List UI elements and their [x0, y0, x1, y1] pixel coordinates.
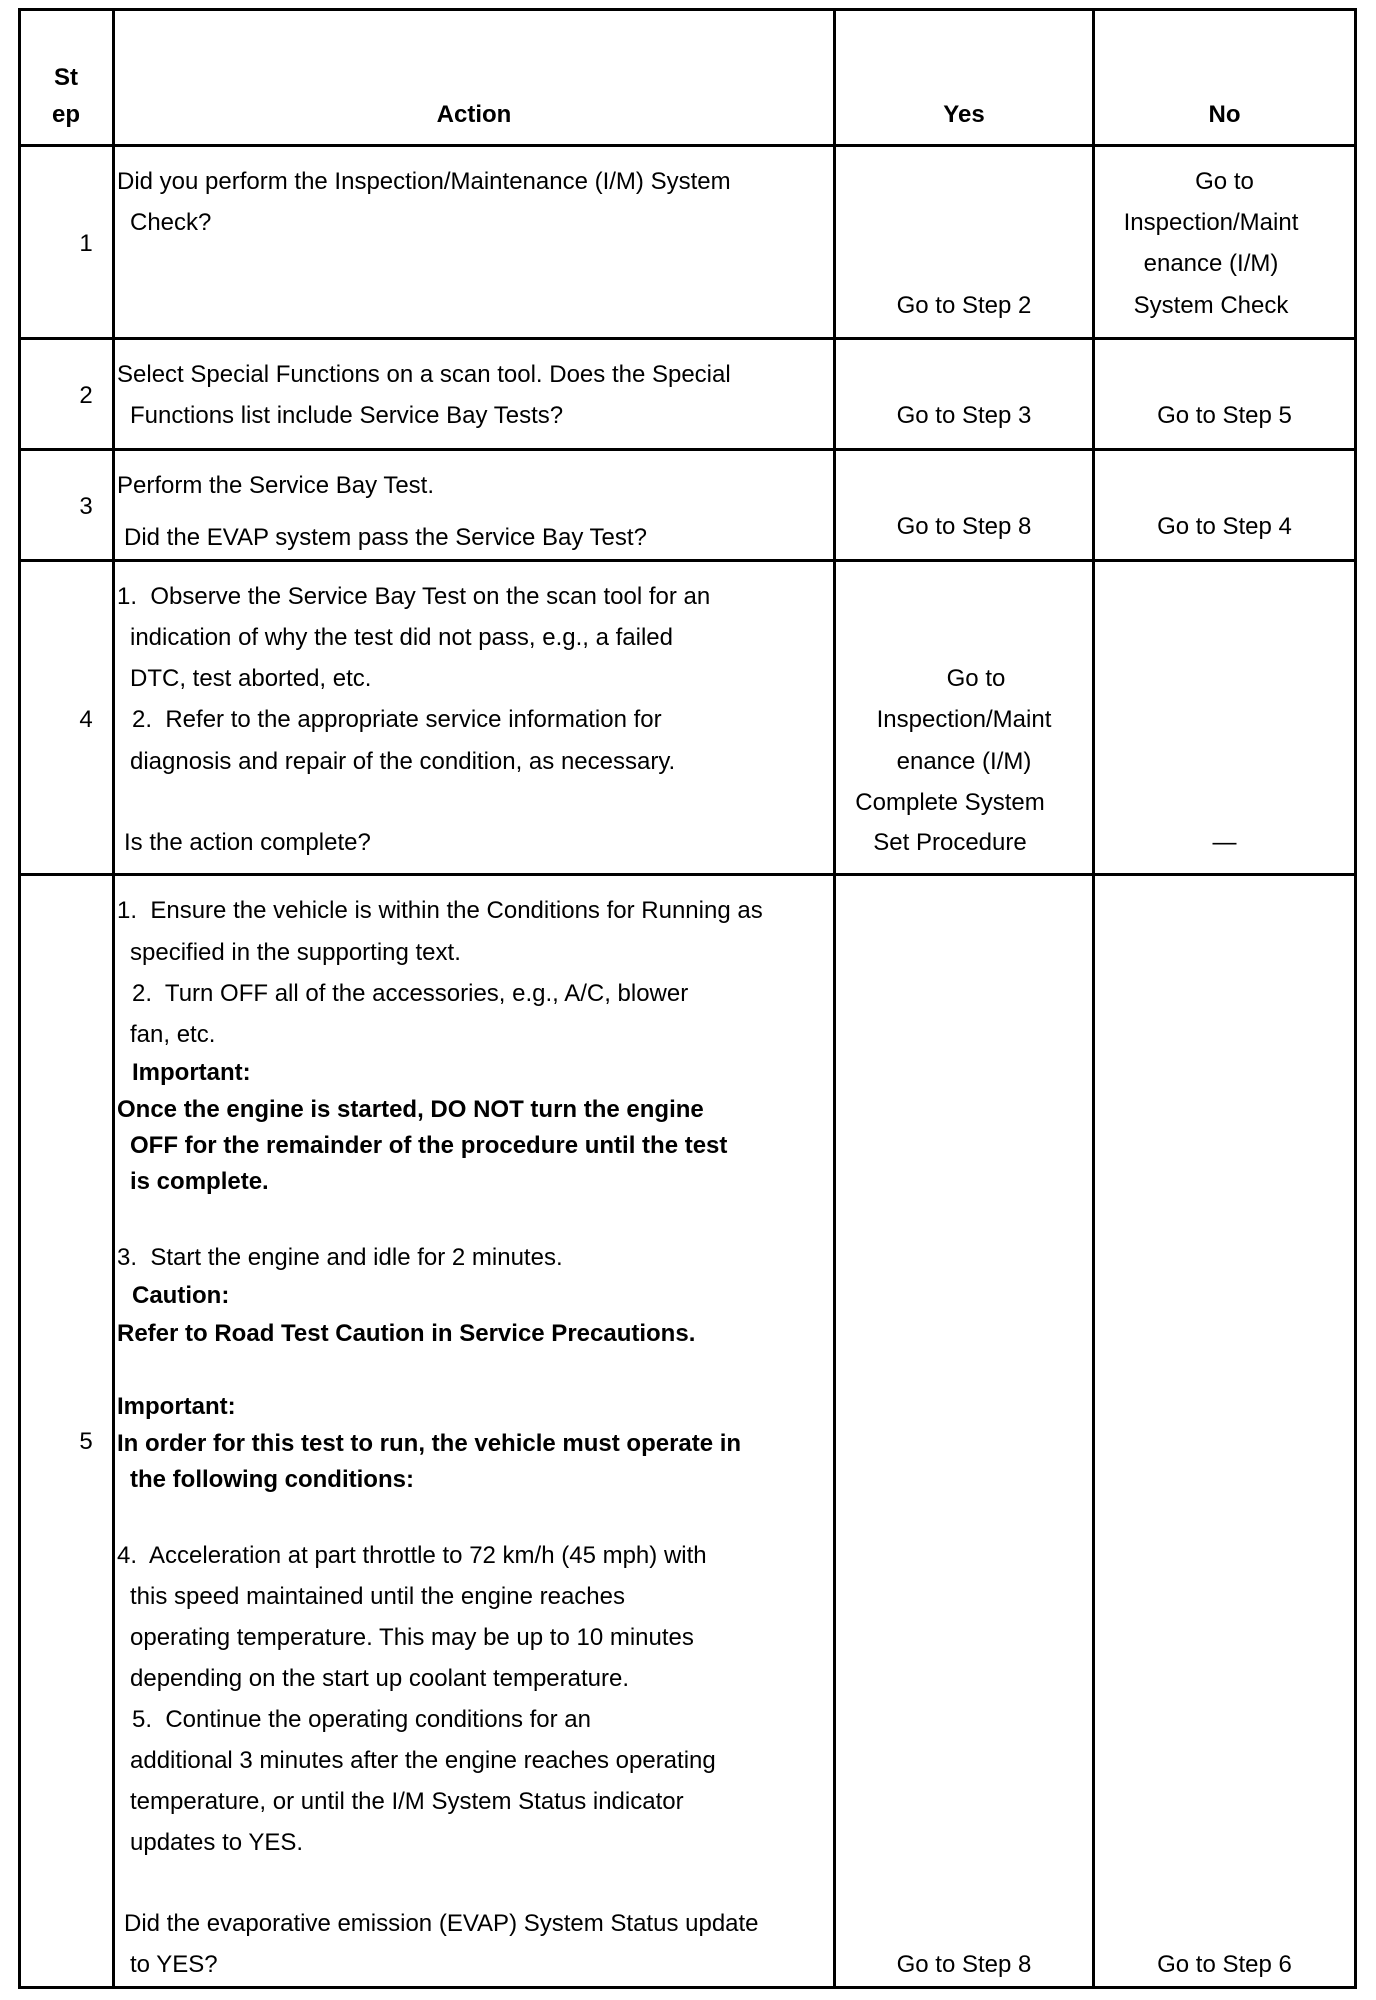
header-yes: Yes — [943, 101, 985, 128]
action-text: Functions list include Service Bay Tests? — [130, 402, 564, 429]
action-text: DTC, test aborted, etc. — [130, 665, 372, 692]
action-text: 1. Ensure the vehicle is within the Conditions for Running as — [117, 897, 763, 924]
action-text: to YES? — [130, 1951, 218, 1978]
step-number: 5 — [79, 1428, 93, 1455]
row-divider — [18, 448, 1357, 451]
action-text: additional 3 minutes after the engine reaches operating — [130, 1747, 716, 1774]
yes-result: Go to — [946, 665, 1006, 692]
action-text: Did you perform the Inspection/Maintenance (I/M) System — [117, 168, 731, 195]
action-text: operating temperature. This may be up to 10 minutes — [130, 1624, 694, 1651]
yes-result: Go to Step 3 — [896, 402, 1032, 429]
no-result: enance (I/M) — [1143, 250, 1279, 277]
table-border-bottom — [18, 1986, 1357, 1989]
caution-text: Refer to Road Test Caution in Service Precautions. — [117, 1320, 696, 1347]
action-text: depending on the start up coolant temperature. — [130, 1665, 630, 1692]
action-text: updates to YES. — [130, 1829, 304, 1856]
yes-result: Go to Step 2 — [896, 292, 1032, 319]
important-label: Important: — [132, 1059, 251, 1086]
row-divider — [18, 337, 1357, 340]
action-text: diagnosis and repair of the condition, as necessary. — [130, 748, 676, 775]
action-text: indication of why the test did not pass, e.g., a failed — [130, 624, 673, 651]
table-border-top — [18, 8, 1357, 11]
step-number: 4 — [79, 706, 93, 733]
no-result: Go to Step 5 — [1157, 402, 1292, 429]
step-number: 3 — [79, 493, 93, 520]
action-text: Did the evaporative emission (EVAP) System Status update — [124, 1910, 759, 1937]
action-text: fan, etc. — [130, 1021, 216, 1048]
yes-result: enance (I/M) — [896, 748, 1032, 775]
row-divider — [18, 873, 1357, 876]
no-result: System Check — [1133, 292, 1289, 319]
action-text: this speed maintained until the engine reaches — [130, 1583, 625, 1610]
no-result: Go to — [1195, 168, 1254, 195]
no-result: Inspection/Maint — [1123, 209, 1299, 236]
important-text: the following conditions: — [130, 1466, 414, 1493]
yes-result: Inspection/Maint — [876, 706, 1052, 733]
action-text: Check? — [130, 209, 212, 236]
table-border-right — [1354, 8, 1357, 1989]
action-text: 2. Turn OFF all of the accessories, e.g., A/C, blower — [132, 980, 689, 1007]
action-text: 5. Continue the operating conditions for an — [132, 1706, 591, 1733]
action-text: specified in the supporting text. — [130, 939, 461, 966]
row-divider — [18, 144, 1357, 147]
action-text: Did the EVAP system pass the Service Bay Test? — [124, 524, 647, 551]
action-text: 4. Acceleration at part throttle to 72 km/h (45 mph) with — [117, 1542, 707, 1569]
no-result: Go to Step 6 — [1157, 1951, 1292, 1978]
no-result: — — [1212, 829, 1237, 856]
important-text: is complete. — [130, 1168, 269, 1195]
action-text: Select Special Functions on a scan tool. Does the Special — [117, 361, 731, 388]
action-text: temperature, or until the I/M System Status indicator — [130, 1788, 684, 1815]
important-text: In order for this test to run, the vehicle must operate in — [117, 1430, 742, 1457]
row-divider — [18, 559, 1357, 562]
action-text: Is the action complete? — [124, 829, 371, 856]
important-text: Once the engine is started, DO NOT turn the engine — [117, 1096, 704, 1123]
action-text: 1. Observe the Service Bay Test on the scan tool for an — [117, 583, 711, 610]
action-text: 3. Start the engine and idle for 2 minutes. — [117, 1244, 563, 1271]
yes-result: Go to Step 8 — [896, 513, 1032, 540]
header-step: ep — [51, 101, 80, 128]
yes-result: Go to Step 8 — [896, 1951, 1032, 1978]
header-step: St — [54, 64, 78, 91]
table-border-left — [18, 8, 21, 1989]
column-divider — [112, 8, 115, 1989]
caution-label: Caution: — [132, 1282, 230, 1309]
action-text: 2. Refer to the appropriate service information for — [132, 706, 662, 733]
header-action: Action — [436, 101, 512, 128]
action-text: Perform the Service Bay Test. — [117, 472, 435, 499]
header-no: No — [1208, 101, 1241, 128]
yes-result: Complete System — [855, 789, 1045, 816]
no-result: Go to Step 4 — [1157, 513, 1292, 540]
important-text: OFF for the remainder of the procedure until the test — [130, 1132, 728, 1159]
step-number: 1 — [79, 230, 93, 257]
step-number: 2 — [79, 382, 93, 409]
important-label: Important: — [117, 1393, 236, 1420]
yes-result: Set Procedure — [873, 829, 1027, 856]
